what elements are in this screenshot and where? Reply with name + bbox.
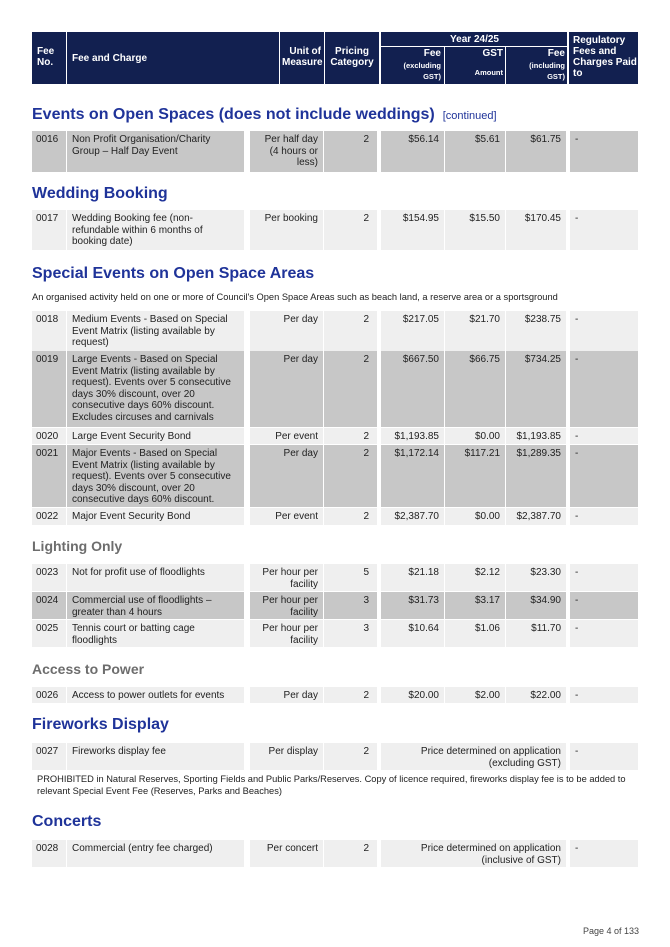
regulatory-paid-to: -: [570, 508, 638, 525]
header-gst-sub: Amount: [474, 68, 503, 77]
fee-excl-gst: $21.18: [381, 564, 444, 591]
section-heading-access-to-power: Access to Power: [32, 661, 145, 677]
section-heading-events-open-spaces: [32, 106, 497, 124]
fee-incl-gst: $734.25: [506, 351, 566, 427]
fee-description: Non Profit Organisation/Charity Group – Half Day Event: [67, 131, 244, 172]
fee-incl-gst: $1,289.35: [506, 445, 566, 507]
unit-of-measure: Per day: [250, 351, 323, 427]
fee-excl-gst: $2,387.70: [381, 508, 444, 525]
gst-amount: $2.12: [445, 564, 505, 591]
gst-amount: $3.17: [445, 592, 505, 619]
unit-of-measure: Per half day (4 hours or less): [250, 131, 323, 172]
fee-description: Not for profit use of floodlights: [67, 564, 244, 591]
unit-of-measure: Per concert: [250, 840, 323, 867]
fee-row-0028: [32, 840, 638, 867]
pricing-category: 2: [324, 428, 377, 444]
fee-number: 0018: [32, 311, 66, 351]
fee-row-0019: [32, 351, 638, 427]
fee-incl-gst: $11.70: [506, 620, 566, 647]
pricing-category: 3: [324, 620, 377, 647]
fee-row-0016: [32, 131, 638, 172]
fee-number: 0026: [32, 687, 66, 703]
unit-of-measure: Per day: [250, 445, 323, 507]
fee-number: 0021: [32, 445, 66, 507]
fee-excl-gst: $10.64: [381, 620, 444, 647]
fee-row-0018: [32, 311, 638, 351]
fee-number: 0023: [32, 564, 66, 591]
gst-amount: $117.21: [445, 445, 505, 507]
header-fee-excl-sub: (excluding GST): [403, 61, 441, 81]
fireworks-note: PROHIBITED in Natural Reserves, Sporting Fields and Public Parks/Reserves. Copy of licence required, fireworks display fee is to be added to relevant Special Event Fee (Reserves, Parks and Beaches): [37, 774, 626, 796]
unit-of-measure: Per booking: [250, 210, 323, 250]
fee-description: Major Event Security Bond: [67, 508, 244, 525]
fee-number: 0017: [32, 210, 66, 250]
fee-row-0017: [32, 210, 638, 250]
section-heading-lighting-only: Lighting Only: [32, 538, 123, 554]
unit-of-measure: Per day: [250, 311, 323, 351]
header-fee-no: Fee No.: [37, 46, 55, 68]
fee-number: 0025: [32, 620, 66, 647]
fee-description: Large Events - Based on Special Event Matrix (listing available by request). Events over 5 consecutive days 30% discount, over 20 consecutive days 60% discount. Excludes circuses and carnivals: [67, 351, 244, 427]
gst-amount: $0.00: [445, 428, 505, 444]
fee-excl-gst: $56.14: [381, 131, 444, 172]
fee-excl-gst: $154.95: [381, 210, 444, 250]
fee-excl-gst: $1,172.14: [381, 445, 444, 507]
fee-row-0024: [32, 592, 638, 619]
header-pricing-category: Pricing Category: [330, 46, 374, 68]
regulatory-paid-to: -: [570, 428, 638, 444]
regulatory-paid-to: -: [570, 687, 638, 703]
fee-excl-gst: $667.50: [381, 351, 444, 427]
section-title: Events on Open Spaces (does not include weddings): [32, 106, 435, 123]
fee-description: Commercial (entry fee charged): [67, 840, 244, 867]
fee-row-0023: [32, 564, 638, 591]
header-regulatory: Regulatory Fees and Charges Paid to: [573, 35, 637, 79]
fee-excl-gst: $31.73: [381, 592, 444, 619]
fee-description: Fireworks display fee: [67, 743, 244, 770]
fee-excl-gst: $217.05: [381, 311, 444, 351]
regulatory-paid-to: -: [570, 592, 638, 619]
regulatory-paid-to: -: [570, 210, 638, 250]
pricing-category: 2: [324, 508, 377, 525]
regulatory-paid-to: -: [570, 840, 638, 867]
fee-number: 0022: [32, 508, 66, 525]
regulatory-paid-to: -: [570, 311, 638, 351]
unit-of-measure: Per day: [250, 687, 323, 703]
header-unit-of-measure: Unit of Measure: [282, 46, 323, 68]
fee-row-0026: [32, 687, 638, 703]
fee-description: Commercial use of floodlights – greater than 4 hours: [67, 592, 244, 619]
unit-of-measure: Per event: [250, 508, 323, 525]
section-heading-fireworks: Fireworks Display: [32, 716, 169, 733]
pricing-category: 2: [324, 445, 377, 507]
fee-incl-gst: $23.30: [506, 564, 566, 591]
regulatory-paid-to: -: [570, 351, 638, 427]
fee-incl-gst: $22.00: [506, 687, 566, 703]
gst-amount: $21.70: [445, 311, 505, 351]
fee-incl-gst: $1,193.85: [506, 428, 566, 444]
fee-number: 0024: [32, 592, 66, 619]
fee-incl-gst: $238.75: [506, 311, 566, 351]
pricing-category: 5: [324, 564, 377, 591]
gst-amount: $1.06: [445, 620, 505, 647]
gst-amount: $2.00: [445, 687, 505, 703]
regulatory-paid-to: -: [570, 620, 638, 647]
fee-row-0021: [32, 445, 638, 507]
fee-number: 0016: [32, 131, 66, 172]
pricing-category: 2: [324, 131, 377, 172]
fee-row-0027: [32, 743, 638, 770]
fee-excl-gst: $20.00: [381, 687, 444, 703]
unit-of-measure: Per event: [250, 428, 323, 444]
gst-amount: $5.61: [445, 131, 505, 172]
unit-of-measure: Per display: [250, 743, 323, 770]
header-fee-incl-sub: (including GST): [529, 61, 565, 81]
unit-of-measure: Per hour per facility: [250, 620, 323, 647]
gst-amount: $15.50: [445, 210, 505, 250]
unit-of-measure: Per hour per facility: [250, 592, 323, 619]
pricing-category: 3: [324, 592, 377, 619]
gst-amount: $66.75: [445, 351, 505, 427]
fee-row-0020: [32, 428, 638, 444]
fee-description: Major Events - Based on Special Event Matrix (listing available by request). Events over 5 consecutive days 30% discount, over 20 consecutive days 60% discount.: [67, 445, 244, 507]
section-description: An organised activity held on one or more of Council's Open Space Areas such as beach land, a reserve area or a sportsground: [32, 292, 558, 302]
regulatory-paid-to: -: [570, 743, 638, 770]
fee-incl-gst: $34.90: [506, 592, 566, 619]
table-header: [32, 32, 638, 84]
fee-incl-gst: $2,387.70: [506, 508, 566, 525]
fee-incl-gst: $170.45: [506, 210, 566, 250]
price-on-application: Price determined on application (excluding GST): [381, 743, 566, 770]
header-fee-incl: Fee: [547, 48, 565, 59]
pricing-category: 2: [324, 743, 377, 770]
regulatory-paid-to: -: [570, 131, 638, 172]
fee-incl-gst: $61.75: [506, 131, 566, 172]
fee-description: Medium Events - Based on Special Event Matrix (listing available by request): [67, 311, 244, 351]
pricing-category: 2: [324, 210, 377, 250]
fee-number: 0028: [32, 840, 66, 867]
section-heading-concerts: Concerts: [32, 813, 102, 830]
header-fee-and-charge: Fee and Charge: [72, 53, 148, 64]
fee-row-0025: [32, 620, 638, 647]
header-gst: GST: [482, 48, 503, 59]
gst-amount: $0.00: [445, 508, 505, 525]
pricing-category: 2: [324, 687, 377, 703]
price-on-application: Price determined on application (inclusive of GST): [381, 840, 566, 867]
fee-description: Large Event Security Bond: [67, 428, 244, 444]
fee-excl-gst: $1,193.85: [381, 428, 444, 444]
section-heading-special-events: Special Events on Open Space Areas: [32, 265, 315, 282]
regulatory-paid-to: -: [570, 445, 638, 507]
fee-number: 0027: [32, 743, 66, 770]
fee-number: 0020: [32, 428, 66, 444]
unit-of-measure: Per hour per facility: [250, 564, 323, 591]
section-heading-wedding-booking: Wedding Booking: [32, 185, 168, 202]
pricing-category: 2: [324, 840, 377, 867]
fee-description: Access to power outlets for events: [67, 687, 244, 703]
page-number: Page 4 of 133: [582, 926, 639, 936]
fee-row-0022: [32, 508, 638, 525]
continued-label: [continued]: [442, 110, 497, 122]
pricing-category: 2: [324, 311, 377, 351]
fee-description: Tennis court or batting cage floodlights: [67, 620, 244, 647]
pricing-category: 2: [324, 351, 377, 427]
regulatory-paid-to: -: [570, 564, 638, 591]
header-year: Year 24/25: [450, 34, 499, 45]
fee-description: Wedding Booking fee (non-refundable within 6 months of booking date): [67, 210, 244, 250]
fee-number: 0019: [32, 351, 66, 427]
header-fee-excl: Fee: [423, 48, 441, 59]
